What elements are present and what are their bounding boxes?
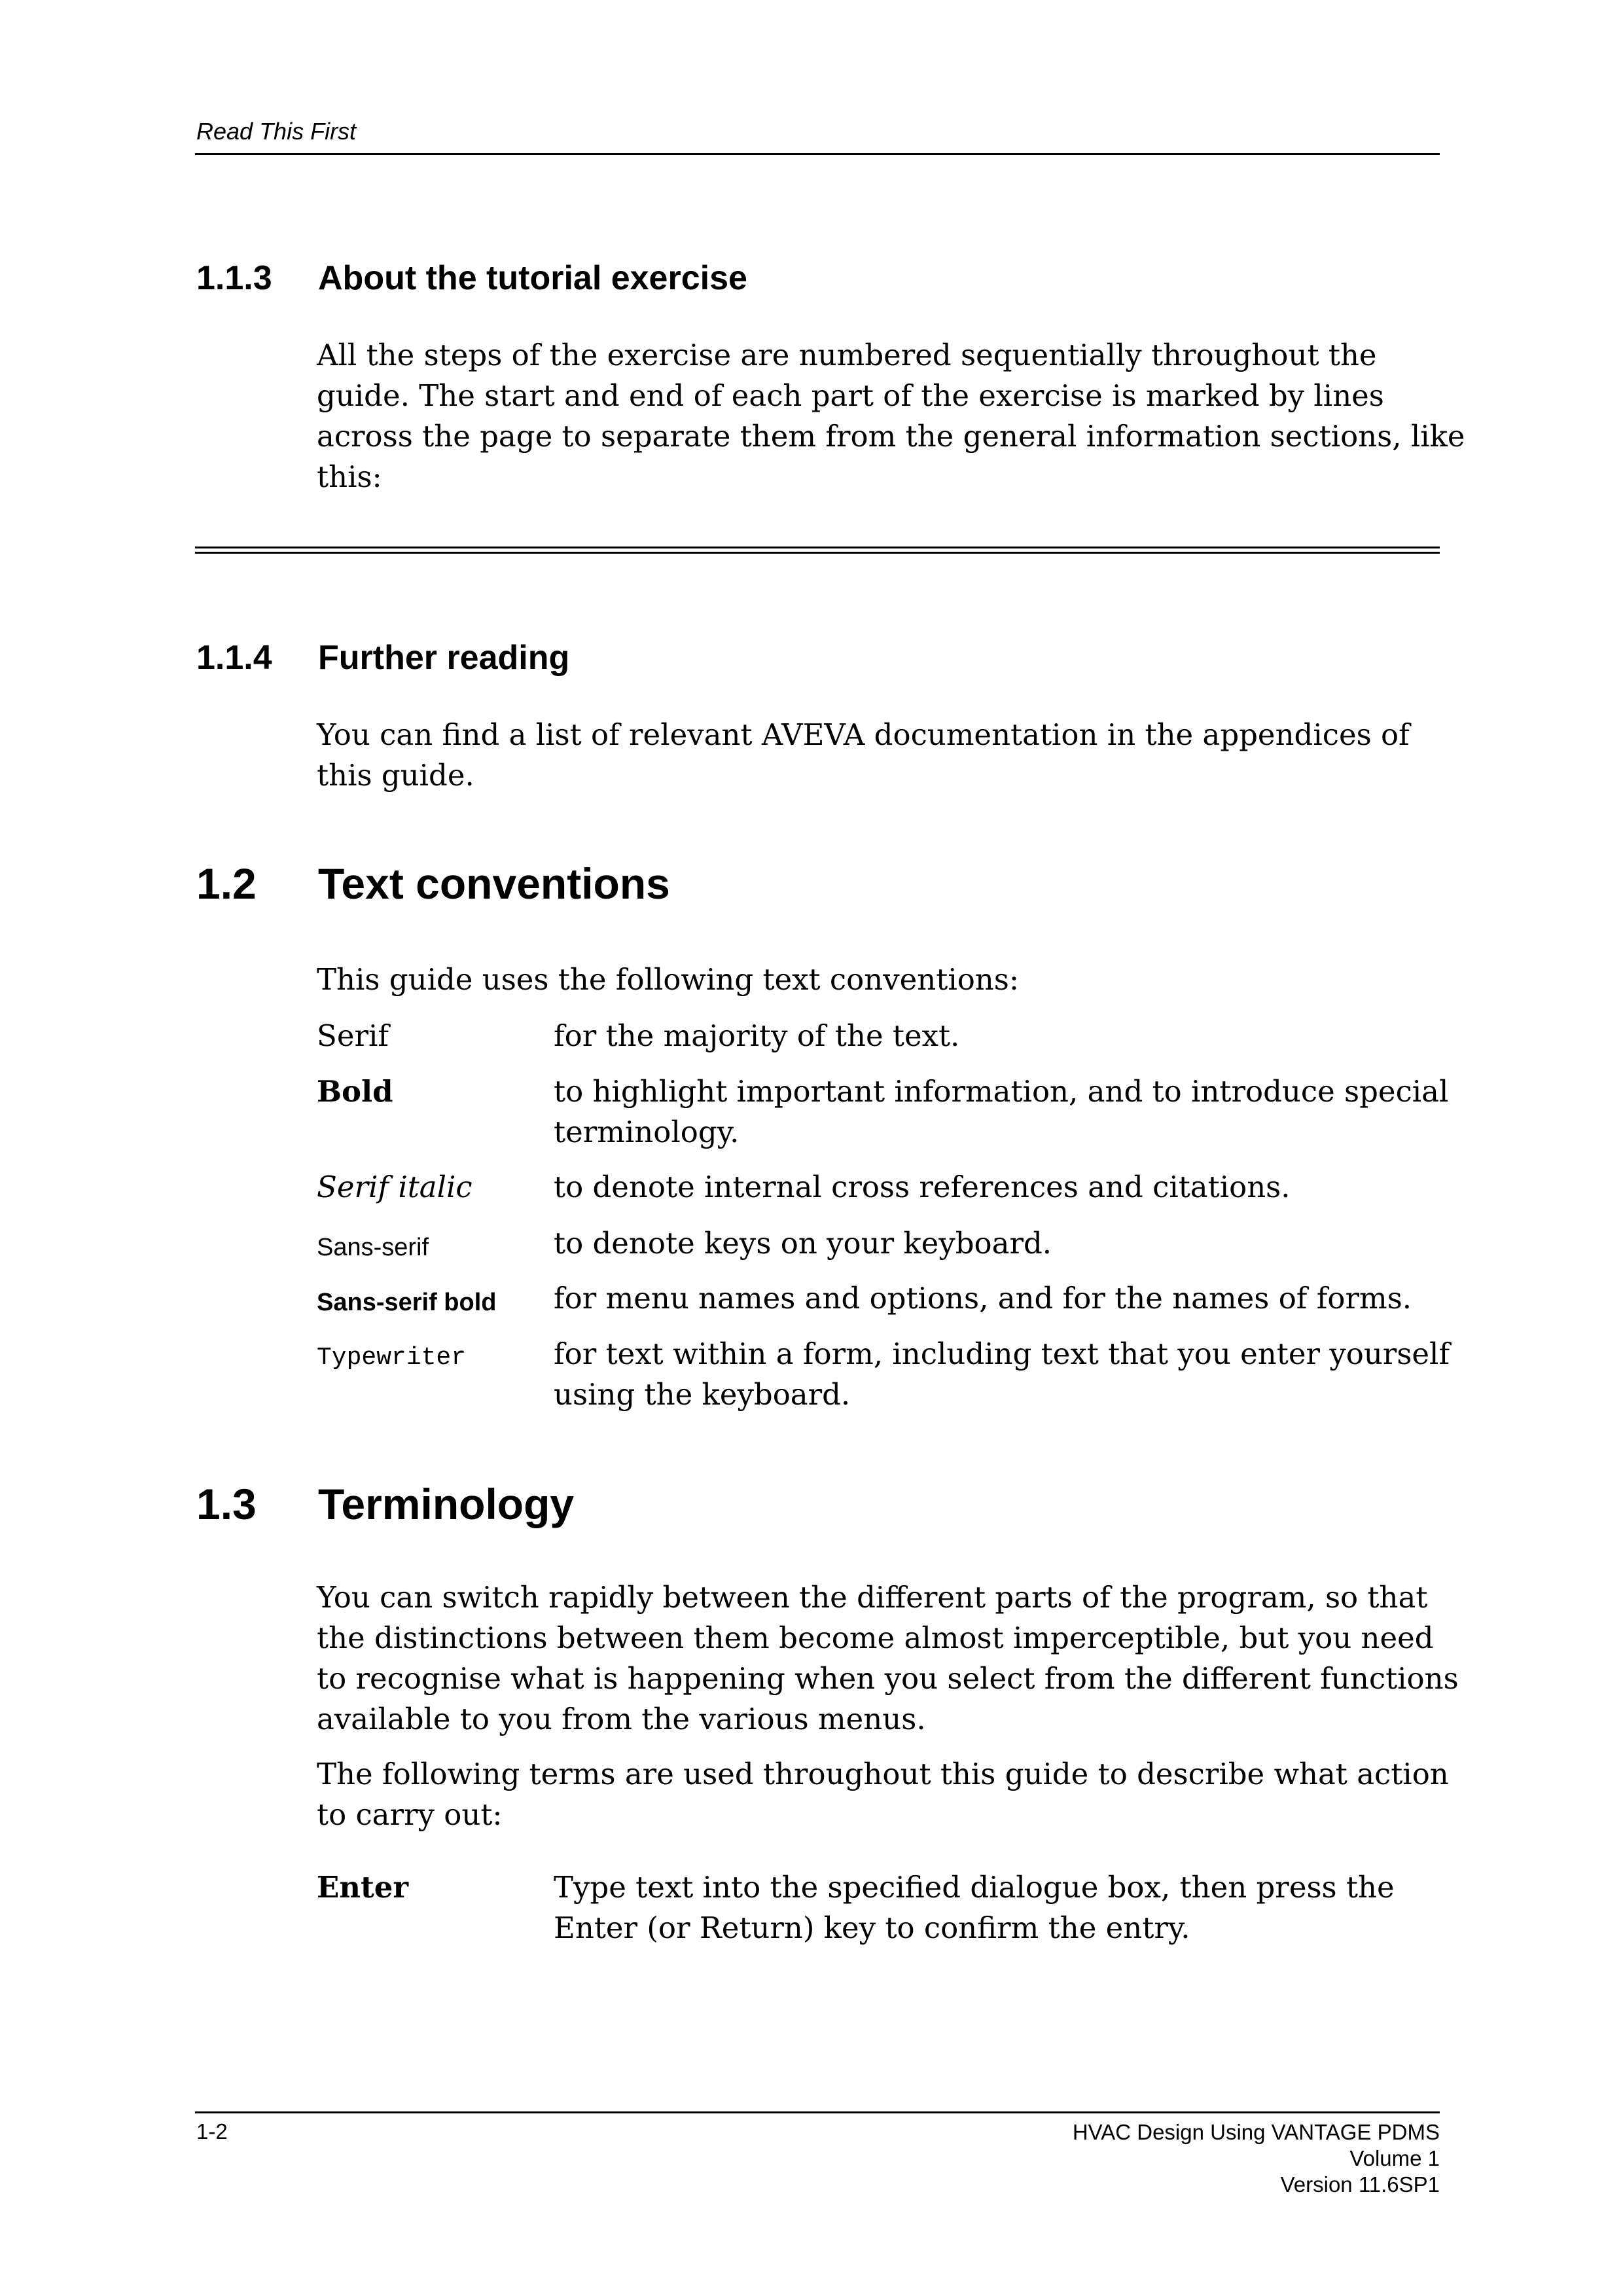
convention-term-sans-serif-bold: Sans-serif bold (317, 1289, 497, 1316)
paragraph-text: All the steps of the exercise are numbered sequentially throughout the guide. The start and end of each part of the exercise is marked by lines across the page to separate them from the general information sections, like this: (317, 338, 1465, 494)
paragraph-text: This guide uses the following text conventions: (317, 962, 1020, 997)
footer-rule (195, 2111, 1440, 2113)
convention-row (317, 1071, 1469, 1153)
paragraph-text: You can switch rapidly between the different parts of the program, so that the distinctions between them become almost imperceptible, but you need to recognise what is happening when you select from the different functions available to you from the various menus. (317, 1580, 1459, 1736)
heading-1-3 (196, 1479, 574, 1529)
convention-term-serif: Serif (317, 1018, 389, 1053)
convention-row (317, 1016, 1469, 1056)
paragraph-text: The following terms are used throughout this guide to describe what action to carry out: (317, 1757, 1449, 1832)
heading-number: 1.1.3 (196, 259, 272, 297)
convention-term-serif-italic: Serif italic (317, 1170, 473, 1204)
paragraph-further-reading (317, 715, 1469, 796)
convention-term-sans-serif: Sans-serif (317, 1234, 429, 1261)
exercise-separator-rule (195, 547, 1440, 554)
term-row-enter (317, 1867, 1469, 1948)
paragraph-text: You can find a list of relevant AVEVA documentation in the appendices of this guide. (317, 717, 1410, 793)
footer-doc-info (1073, 2119, 1440, 2198)
paragraph-conventions-intro (317, 960, 1469, 1000)
convention-description: for the majority of the text. (554, 1018, 960, 1053)
convention-description: to denote internal cross references and citations. (554, 1170, 1291, 1204)
convention-row (317, 1167, 1469, 1208)
convention-term-typewriter: Typewriter (317, 1344, 467, 1372)
heading-number: 1.2 (196, 859, 257, 908)
paragraph-terminology-2 (317, 1754, 1469, 1835)
heading-1-1-4 (196, 638, 569, 677)
heading-1-1-3 (196, 259, 747, 298)
heading-number: 1.1.4 (196, 639, 272, 677)
footer-version: Version 11.6SP1 (1280, 2172, 1440, 2197)
term-label: Enter (317, 1870, 409, 1905)
header-rule (195, 153, 1440, 155)
footer-volume: Volume 1 (1349, 2146, 1440, 2170)
page-number: 1-2 (196, 2119, 228, 2144)
heading-title: Further reading (318, 639, 570, 677)
term-description: Type text into the specified dialogue box, then press the Enter (or Return) key to confirm the entry. (554, 1870, 1395, 1945)
convention-row (317, 1278, 1469, 1319)
heading-title: Terminology (318, 1480, 575, 1528)
paragraph-terminology-1 (317, 1577, 1469, 1740)
convention-term-bold: Bold (317, 1074, 393, 1109)
paragraph-tutorial-exercise (317, 335, 1469, 497)
convention-row (317, 1334, 1469, 1415)
running-header: Read This First (196, 118, 357, 145)
heading-number: 1.3 (196, 1480, 257, 1528)
convention-description: for menu names and options, and for the names of forms. (554, 1281, 1412, 1316)
convention-description: to denote keys on your keyboard. (554, 1226, 1052, 1261)
heading-title: About the tutorial exercise (318, 259, 747, 297)
heading-title: Text conventions (318, 859, 670, 908)
convention-description: to highlight important information, and to introduce special terminology. (554, 1074, 1449, 1149)
heading-1-2 (196, 859, 670, 908)
footer-doc-title: HVAC Design Using VANTAGE PDMS (1072, 2120, 1440, 2144)
convention-row (317, 1223, 1469, 1264)
convention-description: for text within a form, including text that you enter yourself using the keyboard. (554, 1336, 1450, 1412)
